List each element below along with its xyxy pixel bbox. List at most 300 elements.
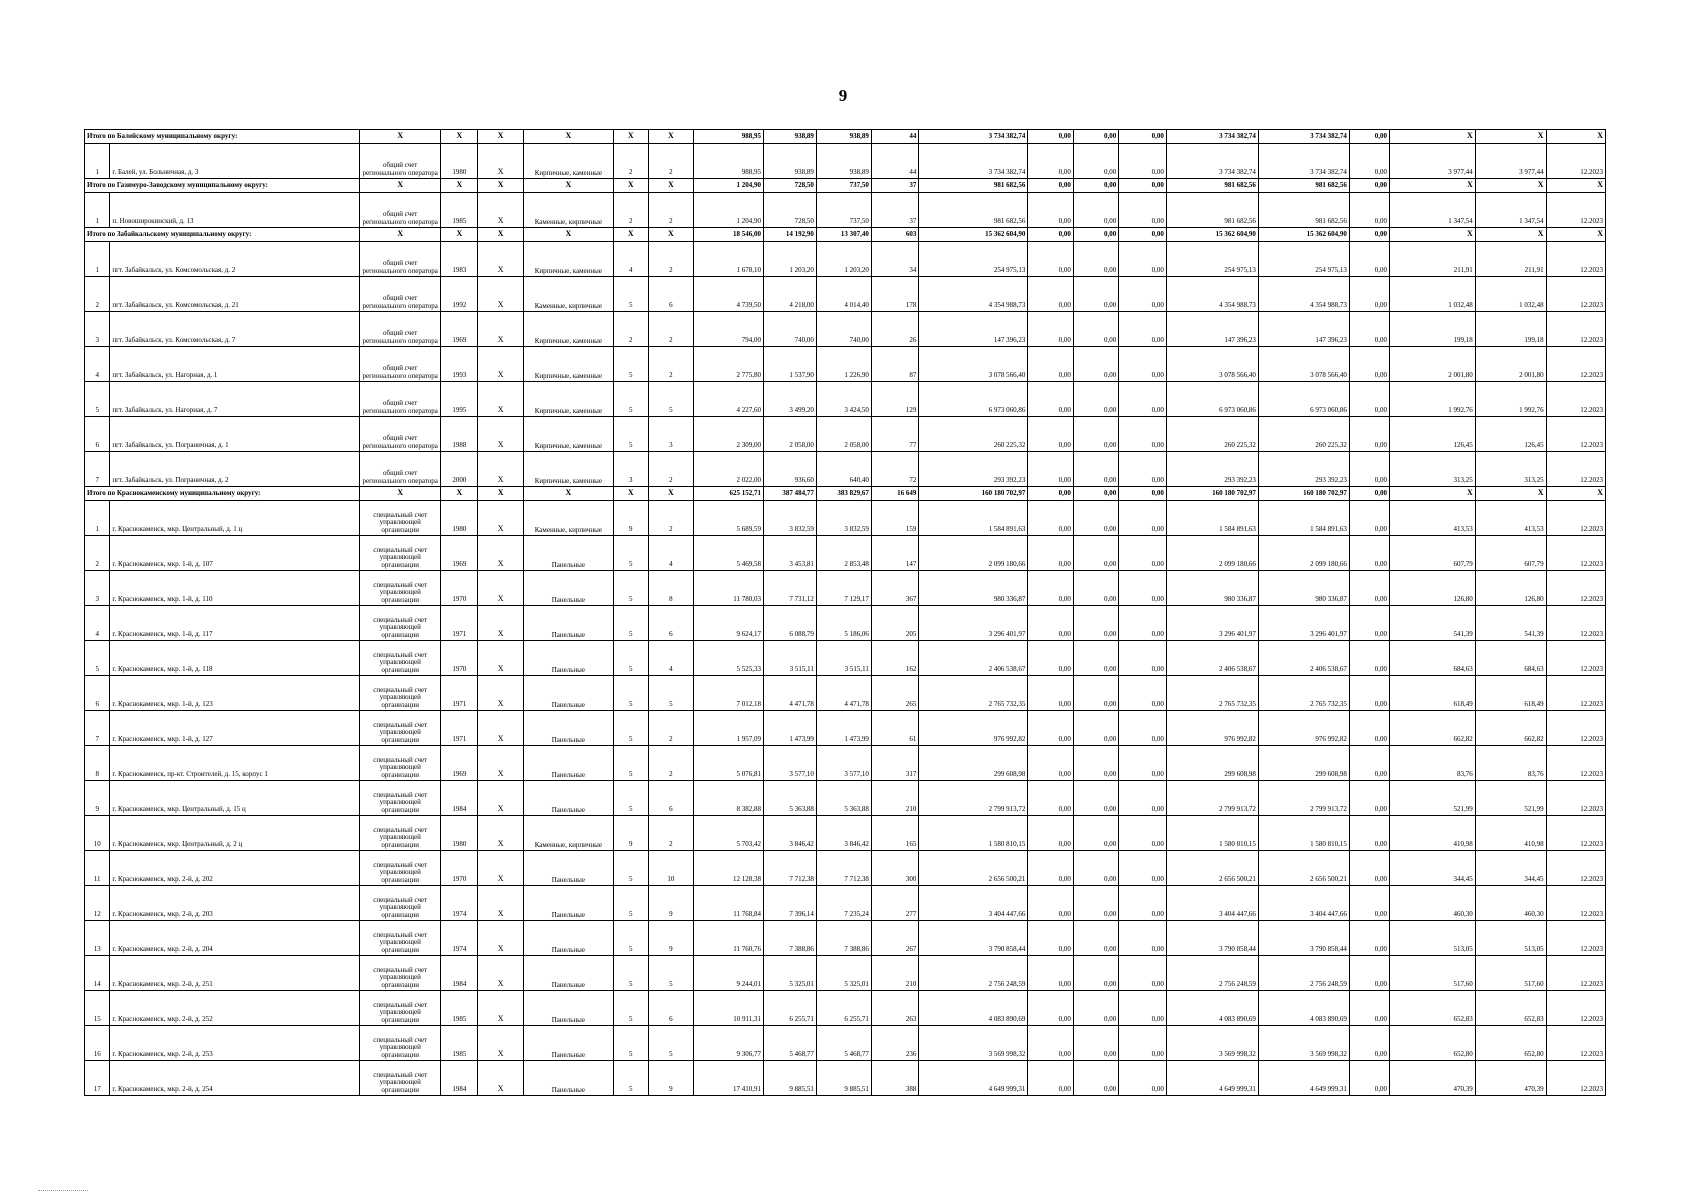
row-address: пгт. Забайкальск, ул. Комсомольская, д. 2: [110, 242, 360, 277]
row-address: г. Краснокаменск, мкр. 2-й, д. 202: [110, 851, 360, 886]
cell-total-c14: 0,00: [1119, 179, 1167, 193]
row-c14: 0,00: [1119, 417, 1167, 452]
row-c17: 0,00: [1349, 641, 1389, 676]
row-c10: 129: [871, 382, 919, 417]
row-year-built: 1985: [441, 193, 478, 228]
row-wall-material: Панельные: [523, 711, 613, 746]
cell-total-c15: 3 734 382,74: [1166, 130, 1258, 144]
row-c17: 0,00: [1349, 571, 1389, 606]
row-c16: 299 608,98: [1258, 746, 1349, 781]
row-c18: 652,80: [1390, 1026, 1476, 1061]
row-c7: 5 076,81: [694, 746, 764, 781]
row-floors: 5: [613, 277, 648, 312]
row-c18: 470,39: [1390, 1061, 1476, 1096]
row-c13: 0,00: [1073, 606, 1118, 641]
row-floors: 9: [613, 816, 648, 851]
row-c15: 254 975,13: [1166, 242, 1258, 277]
row-c8: 728,50: [763, 193, 816, 228]
scan-edge-mark: [38, 1190, 88, 1194]
row-date: 12.2023: [1546, 452, 1605, 487]
row-date: 12.2023: [1546, 676, 1605, 711]
cell-total-c16: 3 734 382,74: [1258, 130, 1349, 144]
cell-total-c15: 15 362 604,90: [1166, 228, 1258, 242]
row-c19: 517,60: [1475, 956, 1546, 991]
row-c8: 936,60: [763, 452, 816, 487]
row-c7: 10 911,31: [694, 991, 764, 1026]
row-entrances: 6: [648, 606, 693, 641]
row-c8: 938,89: [763, 144, 816, 179]
row-c7: 5 469,58: [694, 536, 764, 571]
table-row: [85, 851, 1606, 886]
cell-total-c13: 0,00: [1073, 179, 1118, 193]
row-wall-material: Панельные: [523, 1026, 613, 1061]
row-c8: 4 218,00: [763, 277, 816, 312]
row-date: 12.2023: [1546, 501, 1605, 536]
row-entrances: 2: [648, 242, 693, 277]
row-number: 16: [85, 1026, 110, 1061]
cell-limit-x: X: [1475, 179, 1546, 193]
table-row: [85, 991, 1606, 1026]
row-entrances: 4: [648, 536, 693, 571]
row-c18: 344,45: [1390, 851, 1476, 886]
row-floors: 5: [613, 1061, 648, 1096]
row-c8: 4 471,78: [763, 676, 816, 711]
row-address: пгт. Забайкальск, ул. Комсомольская, д. 21: [110, 277, 360, 312]
cell-commission-x: X: [478, 228, 523, 242]
table-row: [85, 711, 1606, 746]
row-floors: 5: [613, 781, 648, 816]
row-number: 2: [85, 536, 110, 571]
row-number: 1: [85, 242, 110, 277]
row-wall-material: Каменные, кирпичные: [523, 501, 613, 536]
row-c14: 0,00: [1119, 452, 1167, 487]
row-number: 11: [85, 851, 110, 886]
row-c12: 0,00: [1028, 347, 1073, 382]
row-c13: 0,00: [1073, 347, 1118, 382]
cell-total-c8: 728,50: [763, 179, 816, 193]
row-c19: 83,76: [1475, 746, 1546, 781]
row-floors: 5: [613, 746, 648, 781]
row-c11: 3 790 858,44: [919, 921, 1028, 956]
table-row: [85, 816, 1606, 851]
row-c17: 0,00: [1349, 606, 1389, 641]
row-address: г. Краснокаменск, мкр. Центральный, д. 2 ц: [110, 816, 360, 851]
cell-total-c7: 988,95: [694, 130, 764, 144]
cell-total-c8: 387 484,77: [763, 487, 816, 501]
row-c19: 413,53: [1475, 501, 1546, 536]
table-row: [85, 382, 1606, 417]
row-date: 12.2023: [1546, 193, 1605, 228]
row-c17: 0,00: [1349, 921, 1389, 956]
cell-limit-x: X: [1475, 487, 1546, 501]
row-c17: 0,00: [1349, 242, 1389, 277]
cell-total-c11: 15 362 604,90: [919, 228, 1028, 242]
row-commission-x: X: [478, 816, 523, 851]
row-c10: 205: [871, 606, 919, 641]
row-c13: 0,00: [1073, 1026, 1118, 1061]
row-c8: 7 388,86: [763, 921, 816, 956]
row-c15: 981 682,56: [1166, 193, 1258, 228]
row-entrances: 9: [648, 886, 693, 921]
row-c15: 2 656 500,21: [1166, 851, 1258, 886]
row-entrances: 2: [648, 711, 693, 746]
row-c14: 0,00: [1119, 921, 1167, 956]
row-c15: 1 584 891,63: [1166, 501, 1258, 536]
row-c14: 0,00: [1119, 851, 1167, 886]
row-c16: 260 225,32: [1258, 417, 1349, 452]
row-c17: 0,00: [1349, 711, 1389, 746]
row-c9: 3 424,50: [816, 382, 871, 417]
row-funding-method: специальный счет управляющей организации: [359, 886, 440, 921]
row-number: 10: [85, 816, 110, 851]
row-wall-material: Панельные: [523, 1061, 613, 1096]
cell-commission-x: X: [478, 487, 523, 501]
row-c16: 3 734 382,74: [1258, 144, 1349, 179]
cell-entrances-x: X: [648, 179, 693, 193]
row-number: 8: [85, 746, 110, 781]
row-c9: 5 468,77: [816, 1026, 871, 1061]
row-c10: 263: [871, 991, 919, 1026]
row-c11: 981 682,56: [919, 193, 1028, 228]
row-c8: 2 058,00: [763, 417, 816, 452]
row-floors: 5: [613, 956, 648, 991]
row-c11: 3 569 998,32: [919, 1026, 1028, 1061]
row-c19: 199,18: [1475, 312, 1546, 347]
cell-total-c8: 14 192,90: [763, 228, 816, 242]
row-c19: 618,49: [1475, 676, 1546, 711]
row-date: 12.2023: [1546, 417, 1605, 452]
row-number: 1: [85, 144, 110, 179]
row-c16: 3 404 447,66: [1258, 886, 1349, 921]
row-c12: 0,00: [1028, 956, 1073, 991]
row-year-built: 1984: [441, 1061, 478, 1096]
row-c8: 6 255,71: [763, 991, 816, 1026]
row-wall-material: Каменные, кирпичные: [523, 193, 613, 228]
row-c18: 460,30: [1390, 886, 1476, 921]
row-c7: 5 525,33: [694, 641, 764, 676]
row-year-built: 1970: [441, 641, 478, 676]
row-c9: 3 515,11: [816, 641, 871, 676]
row-c18: 618,49: [1390, 676, 1476, 711]
row-c13: 0,00: [1073, 452, 1118, 487]
row-c14: 0,00: [1119, 277, 1167, 312]
row-c12: 0,00: [1028, 921, 1073, 956]
row-c16: 981 682,56: [1258, 193, 1349, 228]
row-c7: 17 410,91: [694, 1061, 764, 1096]
row-c10: 44: [871, 144, 919, 179]
row-address: пгт. Забайкальск, ул. Пограничная, д. 2: [110, 452, 360, 487]
row-address: г. Краснокаменск, мкр. 2-й, д. 253: [110, 1026, 360, 1061]
cell-year-x: X: [441, 487, 478, 501]
row-funding-method: специальный счет управляющей организации: [359, 1061, 440, 1096]
cell-date-x: X: [1546, 130, 1605, 144]
row-c7: 988,95: [694, 144, 764, 179]
row-c19: 313,25: [1475, 452, 1546, 487]
row-c14: 0,00: [1119, 991, 1167, 1026]
row-floors: 5: [613, 676, 648, 711]
row-commission-x: X: [478, 641, 523, 676]
row-date: 12.2023: [1546, 606, 1605, 641]
row-c18: 413,53: [1390, 501, 1476, 536]
row-date: 12.2023: [1546, 641, 1605, 676]
row-c11: 4 354 988,73: [919, 277, 1028, 312]
row-date: 12.2023: [1546, 1026, 1605, 1061]
row-c7: 4 739,50: [694, 277, 764, 312]
row-c18: 126,45: [1390, 417, 1476, 452]
row-date: 12.2023: [1546, 711, 1605, 746]
row-c18: 126,80: [1390, 571, 1476, 606]
row-c9: 737,50: [816, 193, 871, 228]
row-floors: 5: [613, 991, 648, 1026]
row-entrances: 8: [648, 571, 693, 606]
row-c7: 2 022,00: [694, 452, 764, 487]
row-c12: 0,00: [1028, 816, 1073, 851]
row-c14: 0,00: [1119, 312, 1167, 347]
row-number: 1: [85, 501, 110, 536]
row-entrances: 3: [648, 417, 693, 452]
row-year-built: 1969: [441, 312, 478, 347]
row-entrances: 2: [648, 452, 693, 487]
cell-total-c12: 0,00: [1028, 130, 1073, 144]
row-wall-material: Панельные: [523, 571, 613, 606]
row-address: г. Краснокаменск, мкр. 1-й, д. 118: [110, 641, 360, 676]
row-c10: 165: [871, 816, 919, 851]
row-c16: 2 765 732,35: [1258, 676, 1349, 711]
row-c10: 26: [871, 312, 919, 347]
row-c18: 2 001,80: [1390, 347, 1476, 382]
row-c15: 2 799 913,72: [1166, 781, 1258, 816]
row-commission-x: X: [478, 1061, 523, 1096]
housing-registry-table: [84, 129, 1606, 1096]
cell-limit-x: X: [1475, 130, 1546, 144]
row-funding-method: общий счет регионального оператора: [359, 382, 440, 417]
row-c17: 0,00: [1349, 956, 1389, 991]
row-date: 12.2023: [1546, 816, 1605, 851]
row-wall-material: Каменные, кирпичные: [523, 277, 613, 312]
cell-year-x: X: [441, 228, 478, 242]
cell-total-c10: 44: [871, 130, 919, 144]
row-c16: 3 569 998,32: [1258, 1026, 1349, 1061]
row-c13: 0,00: [1073, 1061, 1118, 1096]
row-c11: 2 656 500,21: [919, 851, 1028, 886]
row-c7: 5 703,42: [694, 816, 764, 851]
row-c9: 4 471,78: [816, 676, 871, 711]
row-number: 14: [85, 956, 110, 991]
row-date: 12.2023: [1546, 382, 1605, 417]
cell-total-c12: 0,00: [1028, 228, 1073, 242]
row-floors: 5: [613, 536, 648, 571]
row-c7: 1 204,90: [694, 193, 764, 228]
row-c8: 1 203,20: [763, 242, 816, 277]
row-c16: 3 790 858,44: [1258, 921, 1349, 956]
group-total-row: [85, 130, 1606, 144]
row-entrances: 5: [648, 956, 693, 991]
cell-cost-x: X: [1390, 130, 1476, 144]
row-floors: 3: [613, 452, 648, 487]
row-c17: 0,00: [1349, 991, 1389, 1026]
row-floors: 5: [613, 711, 648, 746]
cell-total-c10: 603: [871, 228, 919, 242]
row-c12: 0,00: [1028, 746, 1073, 781]
row-c16: 976 992,82: [1258, 711, 1349, 746]
row-c18: 199,18: [1390, 312, 1476, 347]
row-c10: 162: [871, 641, 919, 676]
row-wall-material: Панельные: [523, 641, 613, 676]
table-body: [85, 130, 1606, 1096]
cell-date-x: X: [1546, 487, 1605, 501]
row-c13: 0,00: [1073, 781, 1118, 816]
row-c12: 0,00: [1028, 781, 1073, 816]
row-commission-x: X: [478, 347, 523, 382]
row-c8: 9 885,51: [763, 1061, 816, 1096]
cell-total-c12: 0,00: [1028, 179, 1073, 193]
row-c18: 1 347,54: [1390, 193, 1476, 228]
row-c15: 4 649 999,31: [1166, 1061, 1258, 1096]
cell-floors-x: X: [613, 130, 648, 144]
row-wall-material: Панельные: [523, 851, 613, 886]
cell-total-c11: 160 180 702,97: [919, 487, 1028, 501]
row-c17: 0,00: [1349, 382, 1389, 417]
cell-method-x: X: [359, 487, 440, 501]
row-c10: 367: [871, 571, 919, 606]
group-total-label: Итого по Балейскому муниципальному округу:: [85, 130, 360, 144]
row-c16: 2 656 500,21: [1258, 851, 1349, 886]
row-c17: 0,00: [1349, 501, 1389, 536]
row-c15: 3 296 401,97: [1166, 606, 1258, 641]
row-year-built: 1984: [441, 781, 478, 816]
row-c15: 1 580 810,15: [1166, 816, 1258, 851]
row-c14: 0,00: [1119, 1061, 1167, 1096]
table-row: [85, 417, 1606, 452]
row-c19: 521,99: [1475, 781, 1546, 816]
row-wall-material: Панельные: [523, 606, 613, 641]
row-c9: 2 853,48: [816, 536, 871, 571]
row-year-built: 1971: [441, 606, 478, 641]
row-commission-x: X: [478, 676, 523, 711]
row-c11: 976 992,82: [919, 711, 1028, 746]
row-floors: 2: [613, 193, 648, 228]
row-c13: 0,00: [1073, 816, 1118, 851]
row-c8: 3 846,42: [763, 816, 816, 851]
row-c14: 0,00: [1119, 816, 1167, 851]
row-c9: 3 846,42: [816, 816, 871, 851]
row-c7: 2 309,00: [694, 417, 764, 452]
cell-limit-x: X: [1475, 228, 1546, 242]
row-c16: 2 406 538,67: [1258, 641, 1349, 676]
cell-year-x: X: [441, 130, 478, 144]
row-c12: 0,00: [1028, 571, 1073, 606]
row-entrances: 9: [648, 921, 693, 956]
row-c8: 3 453,81: [763, 536, 816, 571]
table-row: [85, 144, 1606, 179]
row-c12: 0,00: [1028, 991, 1073, 1026]
row-c15: 2 099 180,66: [1166, 536, 1258, 571]
row-year-built: 1974: [441, 886, 478, 921]
row-funding-method: специальный счет управляющей организации: [359, 921, 440, 956]
row-c14: 0,00: [1119, 571, 1167, 606]
row-year-built: 1969: [441, 536, 478, 571]
row-floors: 4: [613, 242, 648, 277]
row-entrances: 5: [648, 1026, 693, 1061]
row-c13: 0,00: [1073, 991, 1118, 1026]
cell-commission-x: X: [478, 130, 523, 144]
table-row: [85, 347, 1606, 382]
row-c14: 0,00: [1119, 956, 1167, 991]
row-year-built: 1971: [441, 711, 478, 746]
row-c9: 7 388,86: [816, 921, 871, 956]
row-year-built: 1992: [441, 277, 478, 312]
row-c9: 4 014,40: [816, 277, 871, 312]
table-row: [85, 781, 1606, 816]
row-date: 12.2023: [1546, 277, 1605, 312]
cell-total-c7: 625 152,71: [694, 487, 764, 501]
cell-total-c10: 16 649: [871, 487, 919, 501]
row-c16: 254 975,13: [1258, 242, 1349, 277]
row-c12: 0,00: [1028, 1026, 1073, 1061]
row-floors: 5: [613, 886, 648, 921]
row-c10: 77: [871, 417, 919, 452]
cell-total-c17: 0,00: [1349, 130, 1389, 144]
row-c16: 4 083 890,69: [1258, 991, 1349, 1026]
cell-total-c13: 0,00: [1073, 228, 1118, 242]
row-c19: 126,45: [1475, 417, 1546, 452]
row-c8: 3 515,11: [763, 641, 816, 676]
row-commission-x: X: [478, 1026, 523, 1061]
cell-cost-x: X: [1390, 179, 1476, 193]
row-wall-material: Панельные: [523, 536, 613, 571]
row-year-built: 1983: [441, 242, 478, 277]
row-funding-method: специальный счет управляющей организации: [359, 956, 440, 991]
row-c7: 11 768,84: [694, 886, 764, 921]
row-c13: 0,00: [1073, 746, 1118, 781]
row-c16: 2 756 248,59: [1258, 956, 1349, 991]
row-c7: 7 012,18: [694, 676, 764, 711]
row-c9: 7 235,24: [816, 886, 871, 921]
row-floors: 5: [613, 417, 648, 452]
row-c10: 72: [871, 452, 919, 487]
row-c8: 6 088,79: [763, 606, 816, 641]
row-c19: 1 032,48: [1475, 277, 1546, 312]
row-commission-x: X: [478, 991, 523, 1026]
row-funding-method: общий счет регионального оператора: [359, 144, 440, 179]
row-c19: 3 977,44: [1475, 144, 1546, 179]
row-number: 1: [85, 193, 110, 228]
row-c14: 0,00: [1119, 746, 1167, 781]
row-commission-x: X: [478, 886, 523, 921]
row-floors: 2: [613, 312, 648, 347]
row-number: 2: [85, 277, 110, 312]
row-c11: 3 078 566,40: [919, 347, 1028, 382]
row-number: 4: [85, 347, 110, 382]
row-c10: 277: [871, 886, 919, 921]
row-entrances: 4: [648, 641, 693, 676]
cell-cost-x: X: [1390, 487, 1476, 501]
row-commission-x: X: [478, 501, 523, 536]
row-wall-material: Панельные: [523, 921, 613, 956]
row-date: 12.2023: [1546, 242, 1605, 277]
row-c19: 126,80: [1475, 571, 1546, 606]
row-floors: 9: [613, 501, 648, 536]
row-number: 3: [85, 312, 110, 347]
row-c19: 1 347,54: [1475, 193, 1546, 228]
row-date: 12.2023: [1546, 1061, 1605, 1096]
row-address: п. Новоширокинский, д. 13: [110, 193, 360, 228]
row-c19: 2 001,80: [1475, 347, 1546, 382]
row-c16: 1 580 810,15: [1258, 816, 1349, 851]
cell-floors-x: X: [613, 179, 648, 193]
row-c14: 0,00: [1119, 711, 1167, 746]
row-c15: 3 078 566,40: [1166, 347, 1258, 382]
